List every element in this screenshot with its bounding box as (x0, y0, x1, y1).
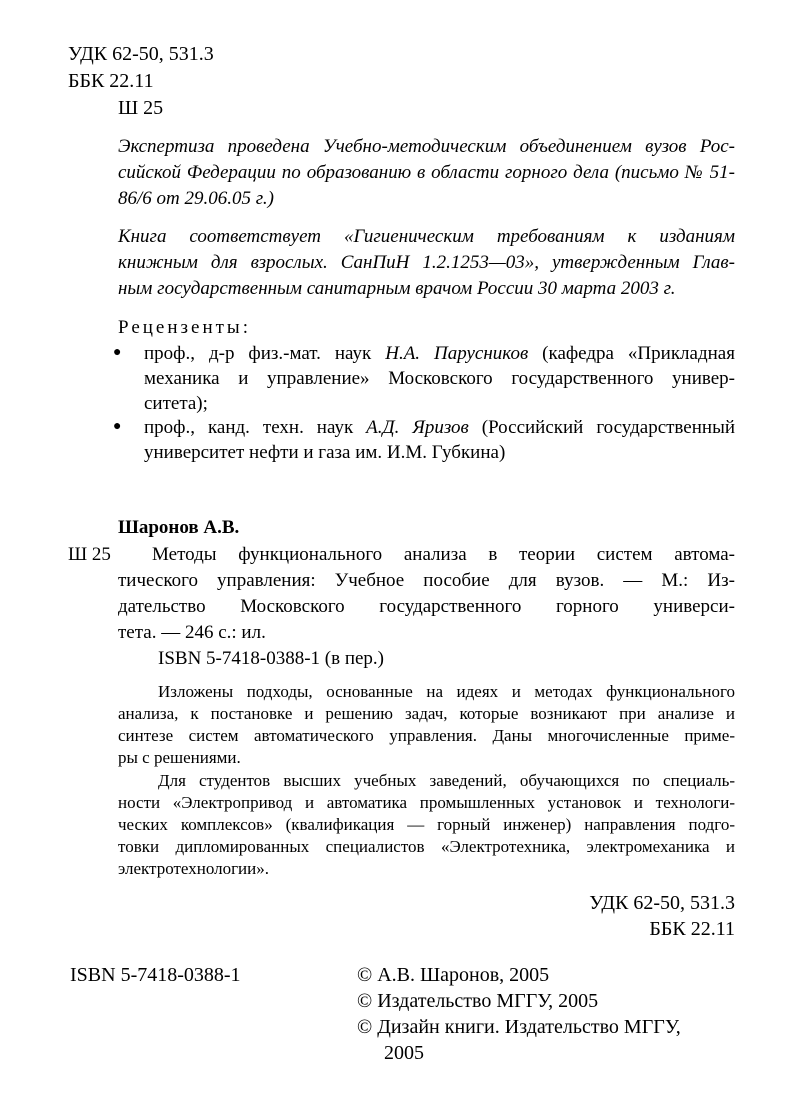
audience-line: Для студентов высших учебных заведений, обучающихся по специаль- (158, 771, 735, 790)
reviewer-1-line: ситета); (144, 393, 208, 414)
copyright-design: © Дизайн книги. Издательство МГГУ, (357, 1016, 681, 1038)
expertise-line: сийской Федерации по образованию в области горного дела (письмо № 51- (118, 162, 735, 183)
catalog-line: тического управления: Учебное пособие для вузов. — М.: Из- (118, 570, 735, 591)
copyright-design-year: 2005 (384, 1042, 424, 1064)
catalog-line: Методы функционального анализа в теории систем автома- (152, 544, 735, 565)
hygiene-line: ным государственным санитарным врачом России 30 марта 2003 г. (118, 278, 676, 299)
expertise-line: 86/6 от 29.06.05 г.) (118, 188, 274, 209)
abstract-line: ры с решениями. (118, 748, 241, 767)
bullet-icon: ● (113, 419, 122, 434)
catalog-line: тета. — 246 с.: ил. (118, 622, 266, 643)
copyright-publisher: © Издательство МГГУ, 2005 (357, 990, 599, 1012)
hygiene-line: книжным для взрослых. СанПиН 1.2.1253—03», утвержденным Глав- (118, 252, 735, 273)
expertise-line: Экспертиза проведена Учебно-методическим объединением вузов Рос- (118, 136, 735, 157)
abstract-line: синтезе систем автоматического управления. Даны многочисленные приме- (118, 726, 735, 745)
copyright-author: © А.В. Шаронов, 2005 (357, 964, 550, 986)
udk-code-bottom: УДК 62-50, 531.3 (589, 892, 735, 914)
catalog-code: Ш 25 (68, 544, 111, 565)
bbk-code-bottom: ББК 22.11 (649, 918, 735, 940)
reviewer-2-line: проф., канд. техн. наук А.Д. Яризов (Российский государственный (144, 417, 735, 438)
udk-code: УДК 62-50, 531.3 (68, 43, 214, 65)
abstract-line: Изложены подходы, основанные на идеях и методах функционального (158, 682, 735, 701)
reviewer-1-name: Н.А. Парусников (385, 343, 529, 364)
abstract-line: анализа, к постановке и решению задач, которые возникают при анализе и (118, 704, 735, 723)
audience-line: электротехнологии». (118, 859, 269, 878)
catalog-line: дательство Московского государственного горного универси- (118, 596, 735, 617)
reviewer-2-name: А.Д. Яризов (366, 417, 469, 438)
hygiene-line: Книга соответствует «Гигиеническим требованиям к изданиям (118, 226, 735, 247)
reviewer-1-line: механика и управление» Московского государственного универ- (144, 368, 735, 389)
catalog-isbn: ISBN 5-7418-0388-1 (в пер.) (158, 648, 384, 669)
reviewers-title: Рецензенты: (118, 317, 251, 338)
author-mark: Ш 25 (118, 97, 164, 119)
reviewer-1-line: проф., д-р физ.-мат. наук Н.А. Парусников (кафедра «Прикладная (144, 343, 735, 364)
audience-line: ческих комплексов» (квалификация — горный инженер) направления подго- (118, 815, 735, 834)
footer-isbn: ISBN 5-7418-0388-1 (70, 964, 241, 986)
reviewer-2-line: университет нефти и газа им. И.М. Губкина) (144, 442, 506, 463)
audience-line: товки дипломированных специалистов «Электротехника, электромеханика и (118, 837, 735, 856)
bbk-code: ББК 22.11 (68, 70, 154, 92)
catalog-author: Шаронов А.В. (118, 517, 240, 538)
bullet-icon: ● (113, 345, 122, 360)
audience-line: ности «Электропривод и автоматика промышленных установок и технологи- (118, 793, 735, 812)
